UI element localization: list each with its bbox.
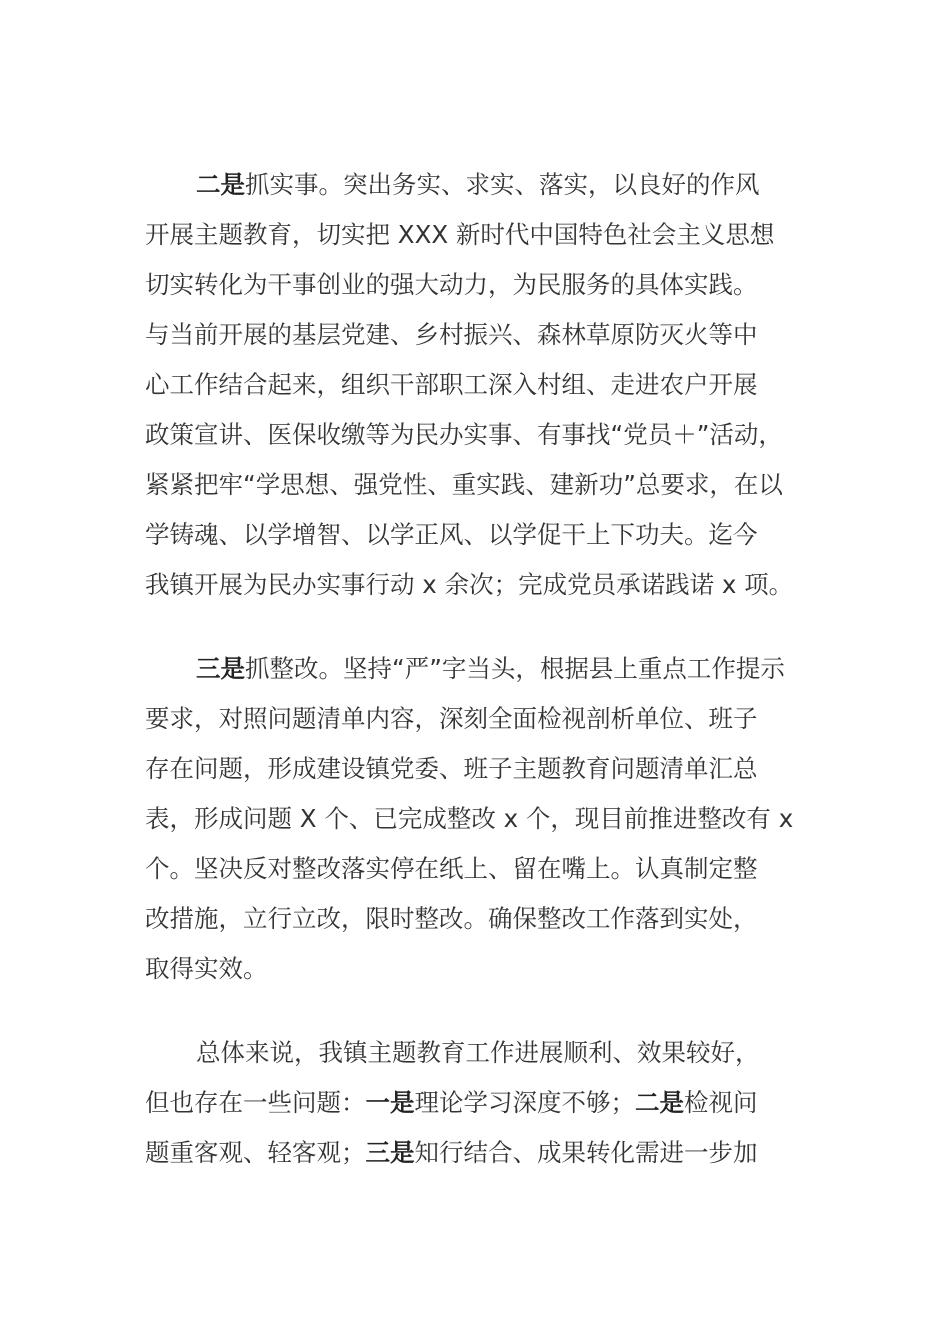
bold-lead: 二是 [635,1088,684,1117]
bold-lead: 二是 [196,170,245,199]
line-text: 表，形成问题 X 个、已完成整改 x 个，现目前推进整改有 x [145,804,794,833]
text-line [145,744,810,794]
paragraph-zhuashishi [145,160,810,610]
line-text: 总体来说，我镇主题教育工作进展顺利、效果较好， [196,1038,760,1067]
text-line [145,1028,810,1078]
text-line [145,160,810,210]
line-text: 紧紧把牢“学思想、强党性、重实践、建新功”总要求，在以 [145,470,783,499]
line-text: 个。坚决反对整改落实停在纸上、留在嘴上。认真制定整 [145,854,758,883]
line-text: 改措施，立行立改，限时整改。确保整改工作落到实处， [145,904,758,933]
text-line [145,360,810,410]
line-text: 心工作结合起来，组织干部职工深入村组、走进农户开展 [145,370,758,399]
line-text: 要求，对照问题清单内容，深刻全面检视剖析单位、班子 [145,704,758,733]
text-line [145,644,810,694]
bold-lead: 三是 [196,654,245,683]
text-line [145,894,810,944]
line-text: 取得实效。 [145,954,268,983]
paragraph-spacer [145,610,810,644]
line-text: 理论学习深度不够； [414,1088,635,1117]
line-text: 抓整改。坚持“严”字当头，根据县上重点工作提示 [245,654,785,683]
text-line [145,1128,810,1178]
text-line [145,310,810,360]
paragraph-zhuazhenggai [145,644,810,994]
text-line [145,410,810,460]
line-text: 抓实事。突出务实、求实、落实，以良好的作风 [245,170,760,199]
text-line [145,210,810,260]
line-text: 切实转化为干事创业的强大动力，为民服务的具体实践。 [145,270,758,299]
paragraph-spacer [145,994,810,1028]
line-text: 学铸魂、以学增智、以学正风、以学促干上下功夫。迄今 [145,520,758,549]
text-line [145,260,810,310]
line-text: 开展主题教育，切实把 XXX 新时代中国特色社会主义思想 [145,220,775,249]
line-text: 我镇开展为民办实事行动 x 余次；完成党员承诺践诺 x 项。 [145,570,794,599]
line-text: 与当前开展的基层党建、乡村振兴、森林草原防灭火等中 [145,320,758,349]
line-text: 但也存在一些问题： [145,1088,366,1117]
text-line [145,844,810,894]
text-line [145,510,810,560]
text-line [145,944,810,994]
bold-lead: 一是 [365,1088,415,1117]
text-line [145,460,810,510]
text-line [145,1078,810,1128]
paragraph-summary [145,1028,810,1178]
line-text: 存在问题，形成建设镇党委、班子主题教育问题清单汇总 [145,754,758,783]
line-text: 题重客观、轻客观； [145,1138,366,1167]
bold-lead: 三是 [365,1138,415,1167]
text-line [145,694,810,744]
line-text: 知行结合、成果转化需进一步加 [414,1138,758,1167]
document-body [145,160,810,1178]
text-line [145,794,810,844]
text-line [145,560,810,610]
line-text: 检视问 [684,1088,758,1117]
line-text: 政策宣讲、医保收缴等为民办实事、有事找“党员＋”活动， [145,420,783,449]
